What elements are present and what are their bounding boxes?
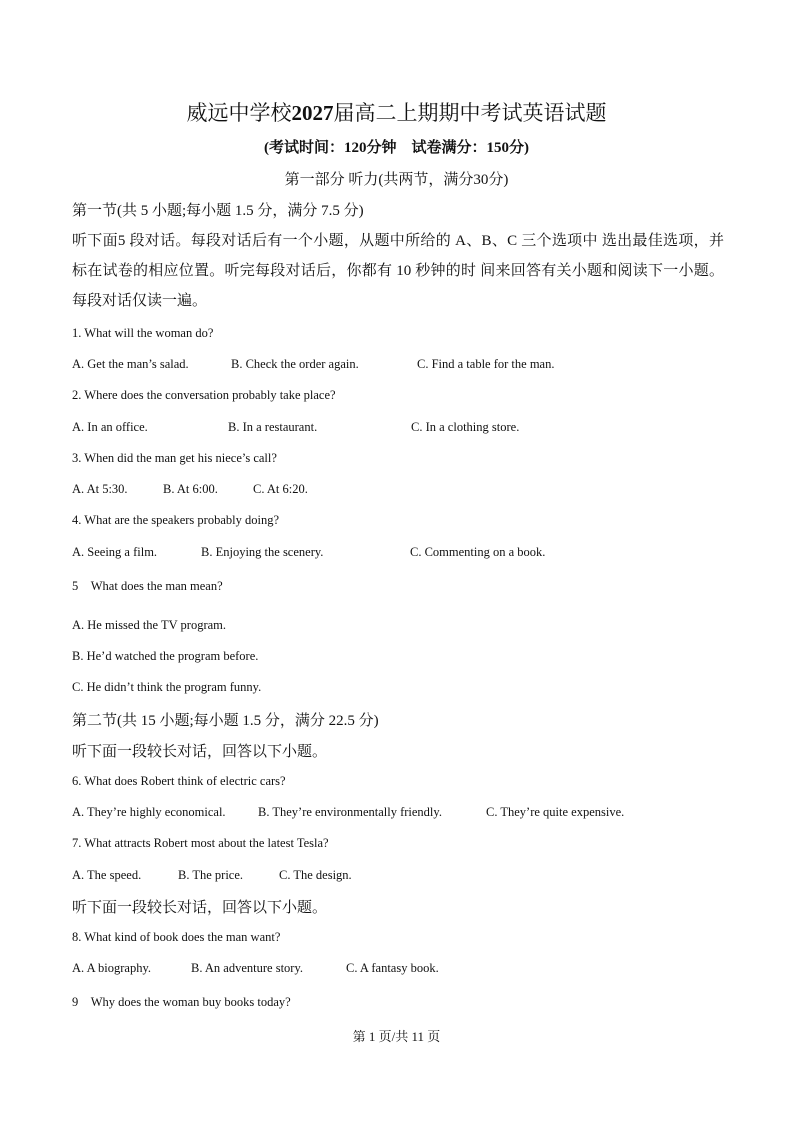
question-2: 2. Where does the conversation probably take place? [72, 388, 336, 402]
question-7: 7. What attracts Robert most about the latest Tesla? [72, 836, 329, 850]
question-8-option-c: C. A fantasy book. [346, 961, 439, 975]
section-1-heading: 第一节(共 5 小题;每小题 1.5 分，满分 7.5 分) [72, 203, 364, 219]
page-title: 威远中学校2027届高二上期期中考试英语试题 [186, 101, 607, 125]
question-1-option-b: B. Check the order again. [231, 357, 359, 371]
question-4-option-b: B. Enjoying the scenery. [201, 545, 324, 559]
question-3-option-a: A. At 5:30. [72, 482, 128, 496]
question-7-option-b: B. The price. [178, 868, 244, 882]
question-6: 6. What does Robert think of electric cars? [72, 774, 286, 788]
part-heading: 第一部分 听力(共两节，满分30分) [284, 172, 509, 188]
question-4: 4. What are the speakers probably doing? [72, 513, 279, 527]
question-6-option-a: A. They’re highly economical. [72, 805, 226, 819]
question-1: 1. What will the woman do? [72, 326, 214, 340]
question-5-option-b: B. He’d watched the program before. [72, 649, 259, 663]
question-6-option-c: C. They’re quite expensive. [486, 805, 625, 819]
question-2-option-b: B. In a restaurant. [228, 420, 318, 434]
question-8-option-b: B. An adventure story. [191, 961, 304, 975]
question-3: 3. When did the man get his niece’s call? [72, 451, 277, 465]
question-5: 5 What does the man mean? [72, 579, 223, 593]
question-1-option-c: C. Find a table for the man. [417, 357, 555, 371]
question-3-option-b: B. At 6:00. [163, 482, 218, 496]
question-8-option-a: A. A biography. [72, 961, 152, 975]
section-2-heading: 第二节(共 15 小题;每小题 1.5 分，满分 22.5 分) [72, 713, 379, 729]
question-2-option-c: C. In a clothing store. [411, 420, 520, 434]
question-1-option-a: A. Get the man’s salad. [72, 357, 189, 371]
section-1-instructions: 听下面5 段对话。每段对话后有一个小题，从题中所给的 A、B、C 三个选项中 选出最佳选项，并标在试卷的相应位置。听完每段对话后，你都有 10 秒钟的时 间来回答有关小题和阅读下一小题。每段对话仅读一遍。 [72, 233, 724, 309]
page-footer: 第 1 页/共 11 页 [352, 1029, 441, 1044]
question-8: 8. What kind of book does the man want? [72, 930, 281, 944]
question-4-option-a: A. Seeing a film. [72, 545, 158, 559]
question-9: 9 Why does the woman buy books today? [72, 995, 291, 1009]
question-3-option-c: C. At 6:20. [253, 482, 308, 496]
question-6-option-b: B. They’re environmentally friendly. [258, 805, 442, 819]
question-2-option-a: A. In an office. [72, 420, 148, 434]
dialog-intro-1: 听下面一段较长对话，回答以下小题。 [72, 744, 328, 760]
dialog-intro-2: 听下面一段较长对话，回答以下小题。 [72, 900, 328, 916]
question-5-option-c: C. He didn’t think the program funny. [72, 680, 262, 694]
question-5-option-a: A. He missed the TV program. [72, 618, 227, 632]
question-7-option-a: A. The speed. [72, 868, 142, 882]
question-7-option-c: C. The design. [279, 868, 352, 882]
question-4-option-c: C. Commenting on a book. [410, 545, 546, 559]
exam-info: (考试时间：120分钟 试卷满分：150分) [264, 140, 529, 156]
